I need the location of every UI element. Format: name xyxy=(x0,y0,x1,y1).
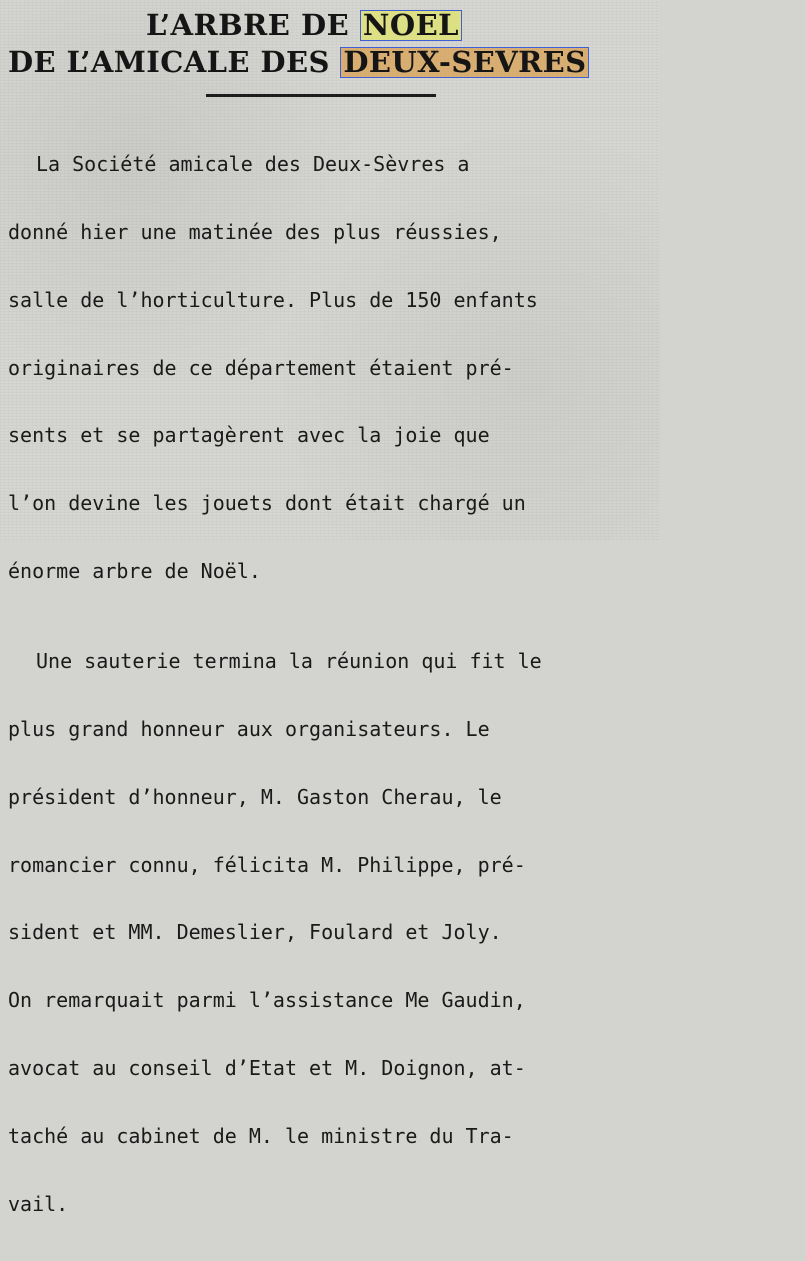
paragraph-2-line: romancier connu, félicita M. Philippe, pré- xyxy=(8,852,526,877)
paragraph-1-line: salle de l’horticulture. Plus de 150 enfants xyxy=(8,287,538,312)
paragraph-1-line: originaires de ce département étaient pré- xyxy=(8,355,514,380)
paragraph-2-line: président d’honneur, M. Gaston Cherau, le xyxy=(8,784,502,809)
headline-line-1 xyxy=(0,10,806,41)
paragraph-2-line: taché au cabinet de M. le ministre du Tra- xyxy=(8,1123,514,1148)
headline-divider xyxy=(206,94,436,97)
headline-line-1-prefix: L’ARBRE DE xyxy=(146,8,350,42)
highlighted-word-deux-sevres: DEUX-SEVRES xyxy=(340,47,589,78)
paragraph-2-line: On remarquait parmi l’assistance Me Gaudin, xyxy=(8,988,526,1013)
paragraph-2-line: plus grand honneur aux organisateurs. Le xyxy=(8,717,490,742)
paragraph-1-line: énorme arbre de Noël. xyxy=(8,558,261,583)
paragraph-2-line: avocat au conseil d’Etat et M. Doignon, at- xyxy=(8,1055,526,1080)
paragraph-1-line: La Société amicale des Deux-Sèvres a xyxy=(36,152,470,177)
highlighted-word-noel: NOEL xyxy=(360,10,462,41)
paragraph-2-line: vail. xyxy=(8,1191,69,1216)
paragraph-2-line: Une sauterie termina la réunion qui fit le xyxy=(36,649,542,674)
paragraph-1-line: sents et se partagèrent avec la joie que xyxy=(8,423,490,448)
headline-line-2 xyxy=(0,47,668,78)
paragraph-2-line: sident et MM. Demeslier, Foulard et Joly. xyxy=(8,920,502,945)
paragraph-1-line: donné hier une matinée des plus réussies, xyxy=(8,219,502,244)
article-body xyxy=(8,108,634,1260)
headline-line-2-prefix: DE L’AMICALE DES xyxy=(8,45,330,79)
paragraph-1-line: l’on devine les jouets dont était chargé un xyxy=(8,491,526,516)
